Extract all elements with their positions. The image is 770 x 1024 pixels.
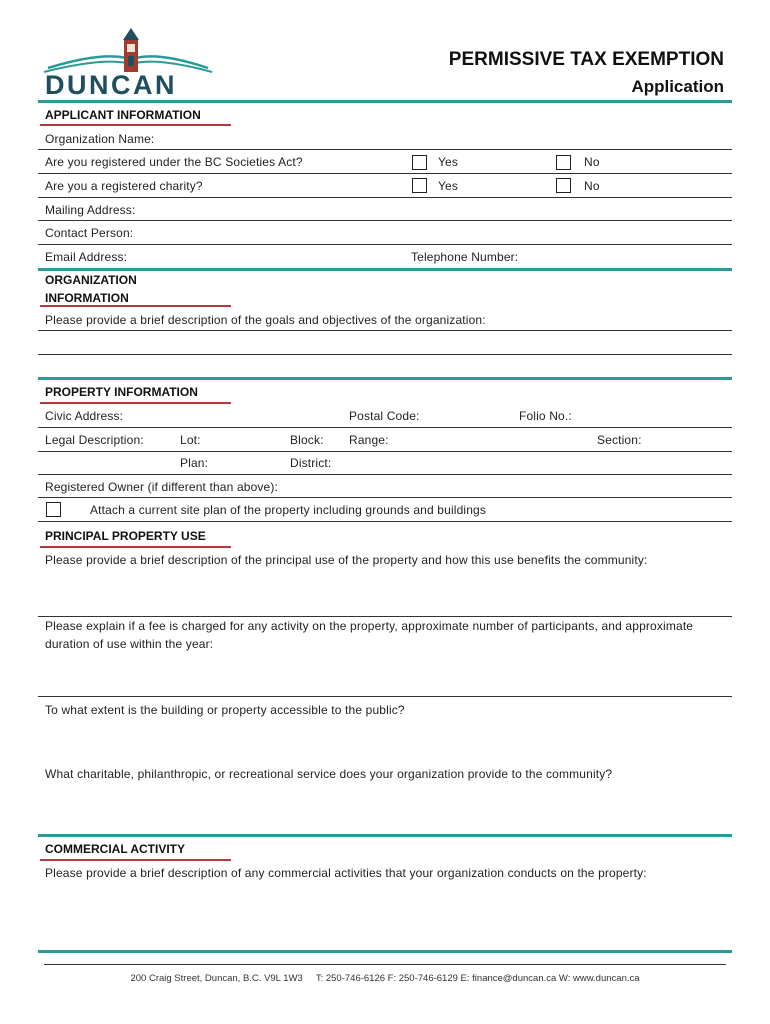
row-divider <box>38 173 732 174</box>
tower-icon <box>40 28 215 73</box>
principal-use-q4: What charitable, philanthropic, or recreational service does your organization provide to the community? <box>45 767 613 781</box>
org-name-label: Organization Name: <box>45 132 155 146</box>
charity-no-checkbox[interactable] <box>556 178 571 193</box>
footer <box>0 973 770 984</box>
principal-use-q2-line1: Please explain if a fee is charged for any activity on the property, approximate number of participants, and approximate <box>45 619 694 633</box>
row-divider <box>38 197 732 198</box>
principal-use-answer-2[interactable] <box>38 696 732 697</box>
attach-label: Attach a current site plan of the property including grounds and buildings <box>90 503 487 517</box>
principal-use-heading: PRINCIPAL PROPERTY USE <box>45 529 206 543</box>
section-divider <box>38 268 732 271</box>
heading-underline <box>40 546 231 548</box>
contact-label: Contact Person: <box>45 226 134 240</box>
societies-no-checkbox[interactable] <box>556 155 571 170</box>
societies-yes-checkbox[interactable] <box>412 155 427 170</box>
section-divider <box>38 377 732 380</box>
civic-label: Civic Address: <box>45 409 124 423</box>
societies-question: Are you registered under the BC Societies Act? <box>45 155 303 169</box>
site-plan-checkbox[interactable] <box>46 502 61 517</box>
legal-field[interactable] <box>38 451 732 452</box>
mailing-label: Mailing Address: <box>45 203 136 217</box>
principal-use-q3: To what extent is the building or property accessible to the public? <box>45 703 405 717</box>
charity-yes-label: Yes <box>438 179 459 193</box>
organization-heading-2: INFORMATION <box>45 291 129 305</box>
contact-field[interactable] <box>38 244 732 245</box>
principal-use-answer-1[interactable] <box>38 616 732 617</box>
logo-wordmark: DUNCAN <box>45 70 177 100</box>
organization-answer-line-2[interactable] <box>38 354 732 355</box>
block-label: Block: <box>290 433 324 447</box>
range-label: Range: <box>349 433 389 447</box>
principal-use-q2-line2: duration of use within the year: <box>45 637 214 651</box>
charity-no-label: No <box>584 179 600 193</box>
societies-yes-label: Yes <box>438 155 459 169</box>
folio-label: Folio No.: <box>519 409 572 423</box>
principal-use-q1: Please provide a brief description of the principal use of the property and how this use benefits the community: <box>45 553 648 567</box>
heading-underline <box>40 859 231 861</box>
mailing-field[interactable] <box>38 220 732 221</box>
owner-label: Registered Owner (if different than above): <box>45 480 279 494</box>
organization-heading-1: ORGANIZATION <box>45 273 137 287</box>
owner-field[interactable] <box>38 497 732 498</box>
phone-label: Telephone Number: <box>411 250 519 264</box>
plan-field[interactable] <box>38 474 732 475</box>
heading-underline <box>40 402 231 404</box>
section-divider <box>38 100 732 103</box>
form-title: PERMISSIVE TAX EXEMPTION <box>448 49 724 70</box>
footer-address: 200 Craig Street, Duncan, B.C. V9L 1W3 <box>130 973 303 984</box>
footer-rule <box>44 964 726 965</box>
charity-yes-checkbox[interactable] <box>412 178 427 193</box>
duncan-logo <box>40 28 215 100</box>
property-heading: PROPERTY INFORMATION <box>45 385 198 399</box>
applicant-heading: APPLICANT INFORMATION <box>45 108 201 122</box>
section-divider <box>38 834 732 837</box>
lot-label: Lot: <box>180 433 201 447</box>
legal-label: Legal Description: <box>45 433 144 447</box>
organization-prompt: Please provide a brief description of the goals and objectives of the organization: <box>45 313 486 327</box>
email-label: Email Address: <box>45 250 128 264</box>
commercial-q1: Please provide a brief description of any commercial activities that your organization conducts on the property: <box>45 866 647 880</box>
org-name-field[interactable] <box>38 149 732 150</box>
postal-label: Postal Code: <box>349 409 420 423</box>
district-label: District: <box>290 456 332 470</box>
row-divider <box>38 521 732 522</box>
civic-field[interactable] <box>38 427 732 428</box>
section-divider <box>38 950 732 953</box>
heading-underline <box>40 124 231 126</box>
heading-underline <box>40 305 231 307</box>
organization-answer-line-1[interactable] <box>38 330 732 331</box>
societies-no-label: No <box>584 155 600 169</box>
plan-label: Plan: <box>180 456 209 470</box>
form-subtitle: Application <box>631 77 724 96</box>
commercial-heading: COMMERCIAL ACTIVITY <box>45 842 185 856</box>
footer-contact: T: 250-746-6126 F: 250-746-6129 E: finance@duncan.ca W: www.duncan.ca <box>315 973 640 984</box>
charity-question: Are you a registered charity? <box>45 179 203 193</box>
section-label: Section: <box>597 433 642 447</box>
